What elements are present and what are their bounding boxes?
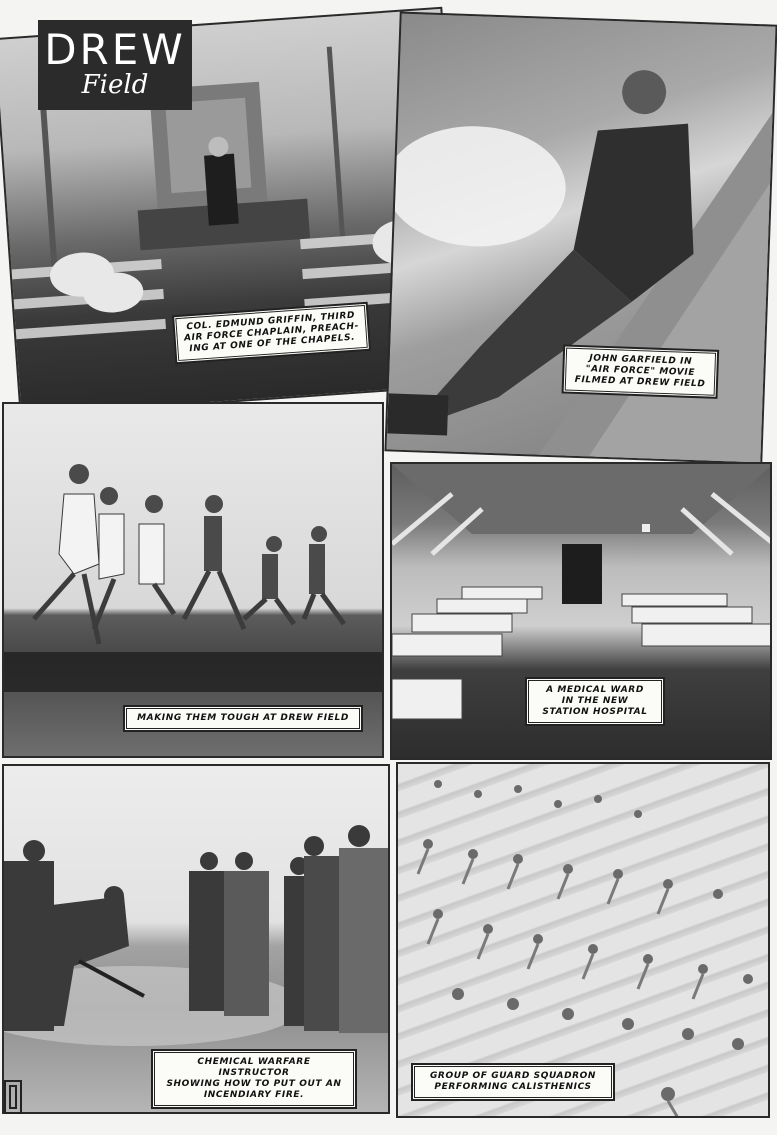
photo-garfield xyxy=(384,12,777,465)
jumping-scene xyxy=(4,404,384,758)
caption-chapel: COL. EDMUND GRIFFIN, THIRD AIR FORCE CHAPLAIN, PREACH- ING AT ONE OF THE CHAPELS. xyxy=(175,305,368,361)
caption-calisthenics: GROUP OF GUARD SQUADRON PERFORMING CALISTHENICS xyxy=(414,1066,612,1098)
caption-ward: A MEDICAL WARD IN THE NEW STATION HOSPITAL xyxy=(528,680,662,723)
photo-warfare xyxy=(2,764,390,1114)
logo-title: DREW xyxy=(44,25,186,74)
caption-jumping: MAKING THEM TOUGH AT DREW FIELD xyxy=(126,708,360,729)
caption-warfare: CHEMICAL WARFARE INSTRUCTOR SHOWING HOW TO PUT OUT AN INCENDIARY FIRE. xyxy=(154,1052,354,1106)
caption-garfield: JOHN GARFIELD IN "AIR FORCE" MOVIE FILMED AT DREW FIELD xyxy=(565,348,716,396)
garfield-scene xyxy=(386,14,777,465)
photo-ward xyxy=(390,462,772,760)
photo-jumping xyxy=(2,402,384,758)
drew-field-logo xyxy=(38,20,192,110)
logo-subtitle: Field xyxy=(81,70,149,100)
calisthenics-scene xyxy=(398,764,770,1118)
corner-ornament xyxy=(4,1080,22,1114)
photo-calisthenics xyxy=(396,762,770,1118)
